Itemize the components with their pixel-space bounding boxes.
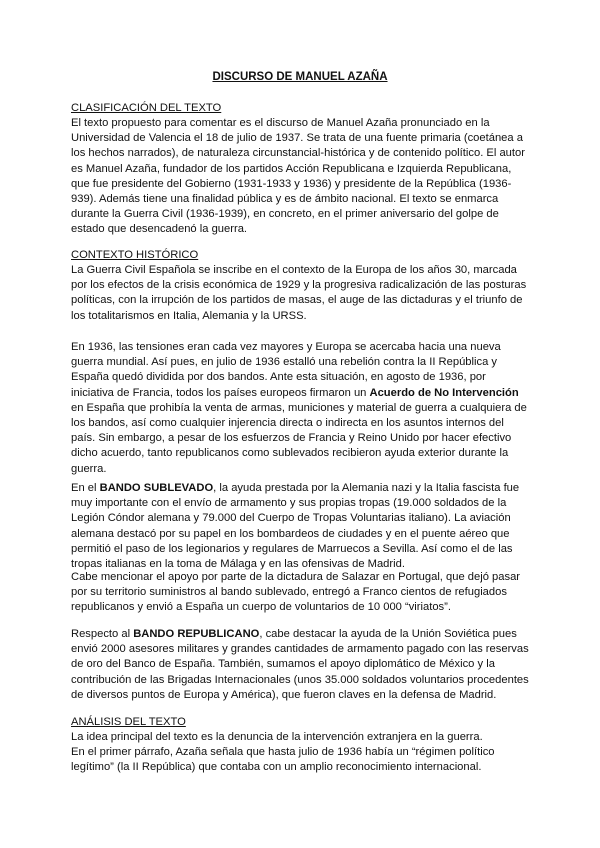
paragraph-analisis-1: La idea principal del texto es la denuncia de la intervención extranjera en la guerra. bbox=[71, 731, 483, 743]
paragraph-contexto-1: La Guerra Civil Española se inscribe en el contexto de la Europa de los años 30, marcada por los efectos de la crisis económica de 1929 y la progresiva radicalización de las posturas políticas, con la irrupción de los partidos de masas, el auge de las dictaduras y el triunfo de los totalitarismos en Italia, Alemania y la URSS. bbox=[71, 264, 527, 322]
paragraph-text-before: En 1936, las tensiones eran cada vez mayores y Europa se acercaba hacia una nueva guerra mundial. Así pues, en julio de 1936 estalló una rebelión contra la II República y España quedó dividida por dos bandos. Ante esta situación, en agosto de 1936, por iniciativa de Francia, todos los países europeos firmaron un bbox=[71, 341, 501, 399]
term-bando-republicano: BANDO REPUBLICANO bbox=[133, 628, 260, 640]
paragraph-no-intervencion bbox=[71, 340, 531, 477]
paragraph-text-before: En el bbox=[71, 482, 100, 494]
paragraph-salazar: Cabe mencionar el apoyo por parte de la dictadura de Salazar en Portugal, que dejó pasar por su territorio suministros al bando sublevado, entregó a Franco cientos de refugiados republicanos y envió a España un cuerpo de voluntarios de 10 000 “viriatos”. bbox=[71, 571, 521, 614]
paragraph-bando-sublevado bbox=[71, 481, 531, 572]
paragraph-text-after: , cabe destacar la ayuda de la Unión Soviética pues envió 2000 asesores militares y grandes cantidades de armamento pagado con las reservas de oro del Banco de España. También, sumamos el apoyo diplomático de México y la contribución de las Brigadas Internacionales (unos 35.000 soldados voluntarios procedentes de diversos puntos de Europa y América), que fueron claves en la defensa de Madrid. bbox=[71, 628, 529, 701]
heading-contexto: CONTEXTO HISTÓRICO bbox=[71, 249, 199, 261]
term-acuerdo-no-intervencion: Acuerdo de No Intervención bbox=[369, 386, 519, 399]
term-bando-sublevado: BANDO SUBLEVADO bbox=[99, 482, 214, 494]
paragraph-text-after: en España que prohibía la venta de armas, municiones y material de guerra a cualquiera de los bandos, así como cualquier injerencia directa o indirecta en los asuntos internos del país. Sin embargo, a pesar de los esfuerzos de Francia y Reino Unido por hacer efectivo dicho acuerdo, tanto republicanos como sublevados recibieron ayuda exterior durante la guerra. bbox=[71, 401, 527, 475]
paragraph-analisis-2: En el primer párrafo, Azaña señala que hasta julio de 1936 había un “régimen político legítimo” (la II República) que contaba con un amplio reconocimiento internacional. bbox=[71, 746, 495, 774]
paragraph-bando-republicano bbox=[71, 627, 531, 703]
paragraph-text-before: Respecto al bbox=[71, 628, 134, 640]
document-title: DISCURSO DE MANUEL AZAÑA bbox=[212, 71, 388, 83]
paragraph-text-after: , la ayuda prestada por la Alemania nazi y la Italia fascista fue muy importante con el envío de armamento y sus propias tropas (19.000 soldados de la Legión Cóndor alemana y 79.000 del Cuerpo de Tropas Voluntarias italiano). La aviación alemana destacó por su papel en los bombardeos de ciudades y en el puente aéreo que permitió el paso de los legionarios y regulares de Marruecos a Sevilla. Así como el de las tropas italianas en la toma de Málaga y en las ofensivas de Madrid. bbox=[71, 482, 520, 571]
heading-analisis: ANÁLISIS DEL TEXTO bbox=[71, 716, 186, 728]
paragraph-clasificacion: El texto propuesto para comentar es el discurso de Manuel Azaña pronunciado en la Universidad de Valencia el 18 de julio de 1937. Se trata de una fuente primaria (coetánea a los hechos narrados), de naturaleza circunstancial-histórica y de contenido político. El autor es Manuel Azaña, fundador de los partidos Acción Republicana e Izquierda Republicana, que fue presidente del Gobierno (1931-1933 y 1936) y presidente de la República (1936-939). Además tiene una finalidad pública y es de ámbito nacional. El texto se enmarca durante la Guerra Civil (1936-1939), en concreto, en el primer aniversario del golpe de estado que desencadenó la guerra. bbox=[71, 117, 525, 236]
heading-clasificacion: CLASIFICACIÓN DEL TEXTO bbox=[71, 102, 222, 114]
